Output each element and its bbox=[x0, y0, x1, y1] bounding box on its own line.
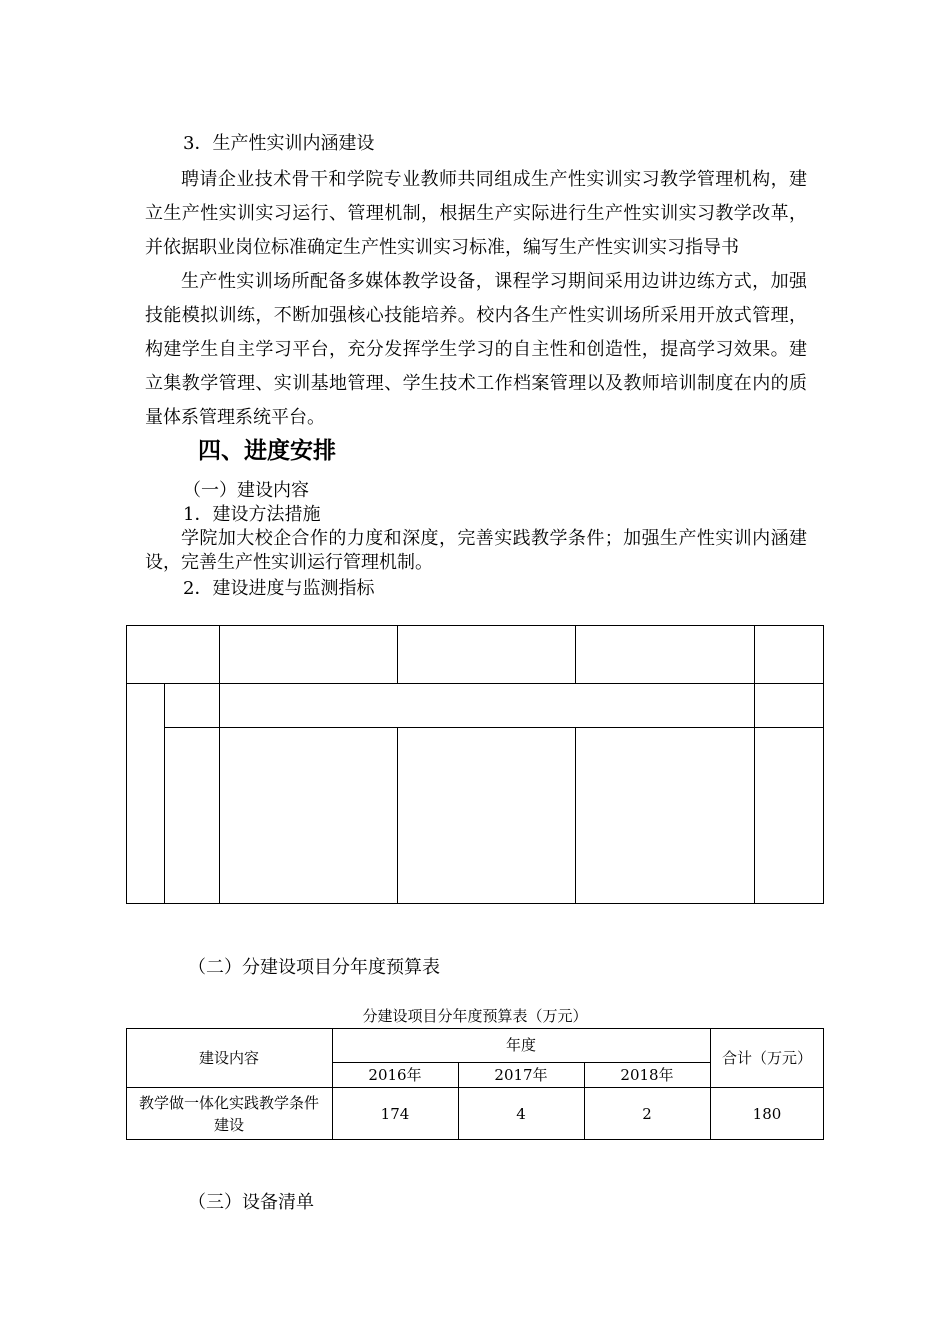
progress-table-rule bbox=[219, 625, 220, 904]
progress-table-rule bbox=[397, 625, 398, 683]
header-year: 年度 bbox=[505, 1036, 536, 1054]
item-1-text: 学院加大校企合作的力度和深度，完善实践教学条件；加强生产性实训内涵建设，完善生产性实训运行管理机制。 bbox=[145, 528, 807, 573]
row-content: 教学做一体化实践教学条件建设 bbox=[138, 1093, 319, 1134]
progress-table-rule bbox=[575, 625, 576, 683]
progress-table-rule bbox=[754, 625, 755, 904]
progress-table-rule bbox=[397, 727, 398, 904]
section-4-heading: 四、进度安排 bbox=[198, 438, 336, 464]
header-content: 建设内容 bbox=[198, 1048, 259, 1067]
year-header-2018: 2018年 bbox=[620, 1065, 674, 1084]
section-3-paragraph-1: 聘请企业技术骨干和学院专业教师共同组成生产性实训实习教学管理机构，建立生产性实训实习运行、管理机制，根据生产实际进行生产性实训实习教学改革，并依据职业岗位标准确定生产性实训实习标准，编写生产性实训实习指导书 bbox=[145, 169, 807, 258]
row-value-2017: 4 bbox=[516, 1104, 526, 1123]
row-value-2018: 2 bbox=[642, 1104, 652, 1123]
row-value-2016: 174 bbox=[380, 1104, 410, 1123]
section-3-paragraph-2: 生产性实训场所配备多媒体教学设备，课程学习期间采用边讲边练方式，加强技能模拟训练，不断加强核心技能培养。校内各生产性实训场所采用开放式管理，构建学生自主学习平台，充分发挥学生学习的自主性和创造性，提高学习效果。建立集教学管理、实训基地管理、学生技术工作档案管理以及教师培训制度在内的质量体系管理系统平台。 bbox=[145, 271, 807, 428]
subsection-1-title: （一）建设内容 bbox=[183, 480, 309, 501]
year-header-2016: 2016年 bbox=[368, 1065, 422, 1084]
progress-table-rule bbox=[575, 727, 576, 904]
progress-table-rule bbox=[164, 727, 824, 728]
header-total: 合计（万元） bbox=[721, 1048, 812, 1067]
progress-table-rule bbox=[126, 683, 824, 684]
item-1-title: 1．建设方法措施 bbox=[183, 504, 321, 525]
progress-table-border bbox=[126, 625, 824, 904]
row-total: 180 bbox=[752, 1104, 782, 1123]
progress-table-rule bbox=[164, 683, 165, 904]
year-header-2017: 2017年 bbox=[494, 1065, 548, 1084]
section-3-title: 3．生产性实训内涵建设 bbox=[183, 133, 375, 154]
subsection-3-title: （三）设备清单 bbox=[188, 1192, 314, 1213]
item-2-title: 2．建设进度与监测指标 bbox=[183, 578, 375, 599]
budget-table-caption: 分建设项目分年度预算表（万元） bbox=[362, 1007, 588, 1025]
subsection-2-title: （二）分建设项目分年度预算表 bbox=[188, 957, 440, 978]
